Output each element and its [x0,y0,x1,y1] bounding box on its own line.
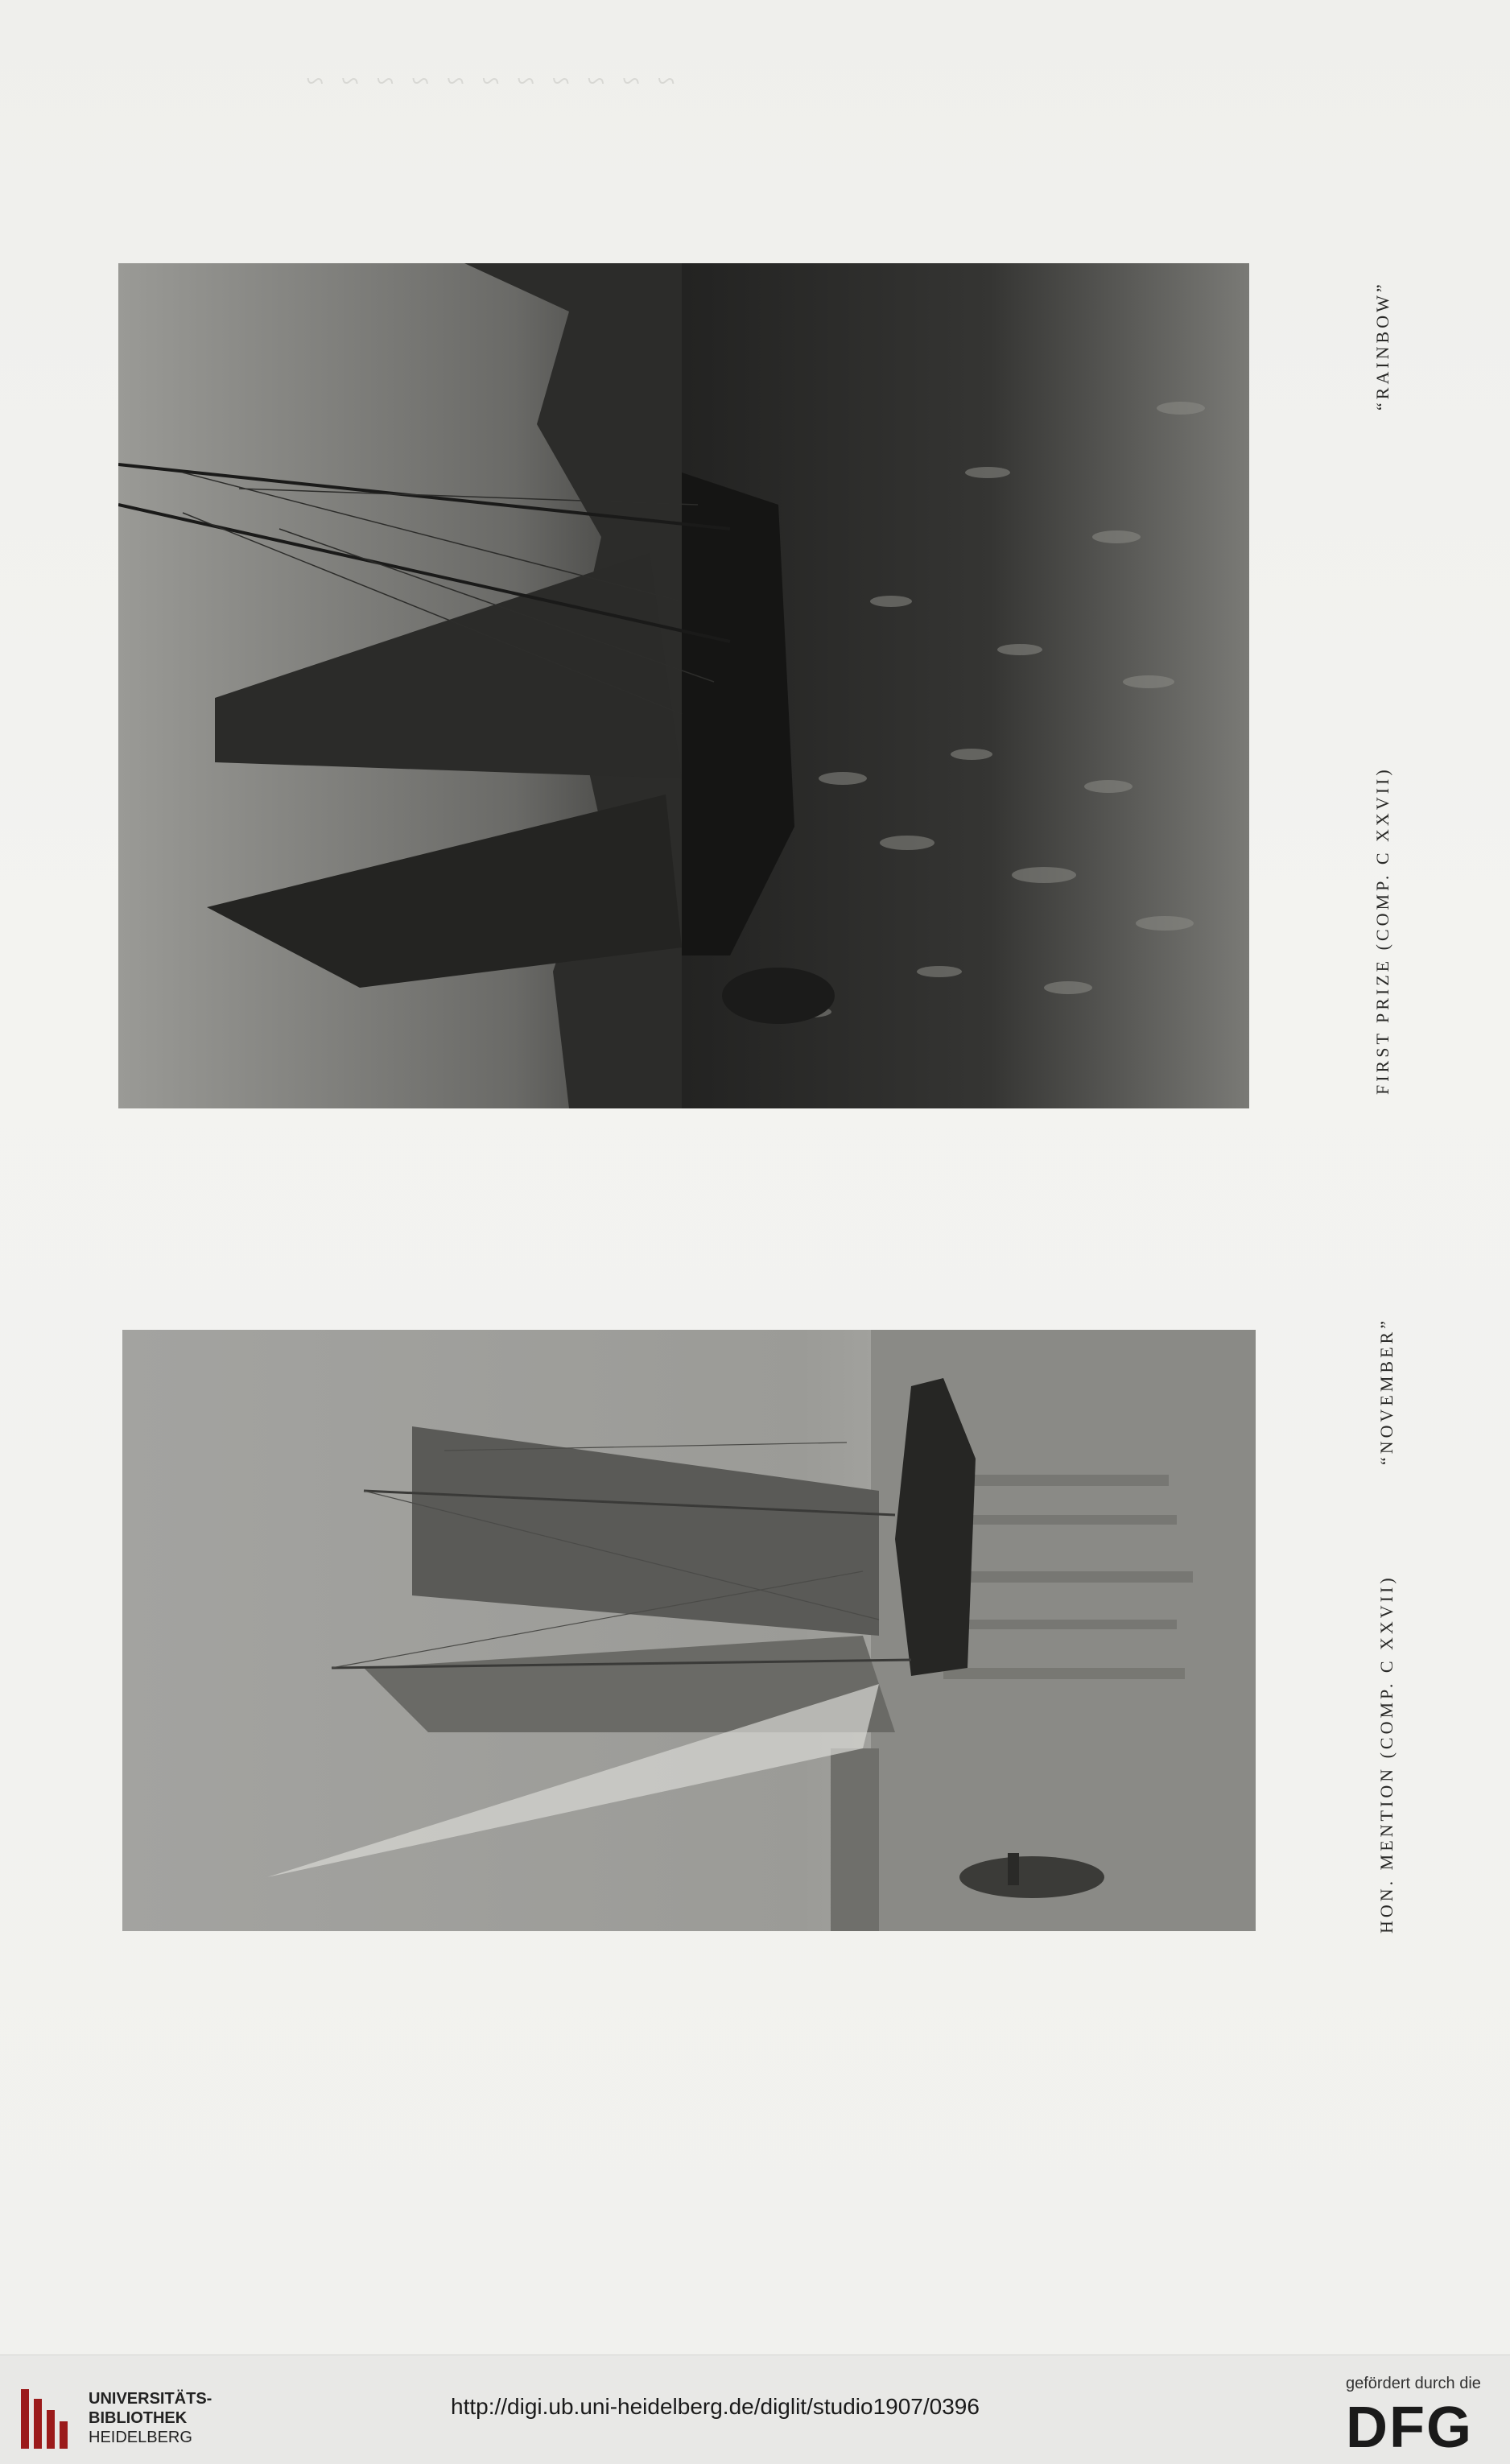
university-logo-icon [18,2383,74,2455]
caption-first-prize: FIRST PRIZE (COMP. C XXVII) [1372,766,1392,1095]
bleed-through-text: ~ ~ ~ ~ ~ ~ ~ ~ ~ ~ ~ [306,63,680,99]
caption-november: “NOVEMBER” [1376,1318,1397,1465]
permalink-url[interactable]: http://digi.ub.uni-heidelberg.de/diglit/studio1907/0396 [451,2394,980,2419]
institution-line-1: UNIVERSITÄTS- [89,2390,212,2408]
photo-plate-rainbow [118,263,1249,1108]
funding-note: gefördert durch die [1346,2375,1481,2392]
november-photo [122,1330,1256,1931]
caption-rainbow: “RAINBOW” [1372,281,1392,411]
caption-hon-mention: HON. MENTION (COMP. C XXVII) [1376,1575,1397,1934]
dfg-logo: DFG [1346,2396,1473,2460]
institution-line-3: HEIDELBERG [89,2429,192,2446]
photo-plate-november [122,1330,1256,1931]
rainbow-photo [118,263,1249,1108]
footer-bar [0,2355,1510,2464]
institution-name [89,2389,212,2447]
institution-line-2: BIBLIOTHEK [89,2409,188,2427]
